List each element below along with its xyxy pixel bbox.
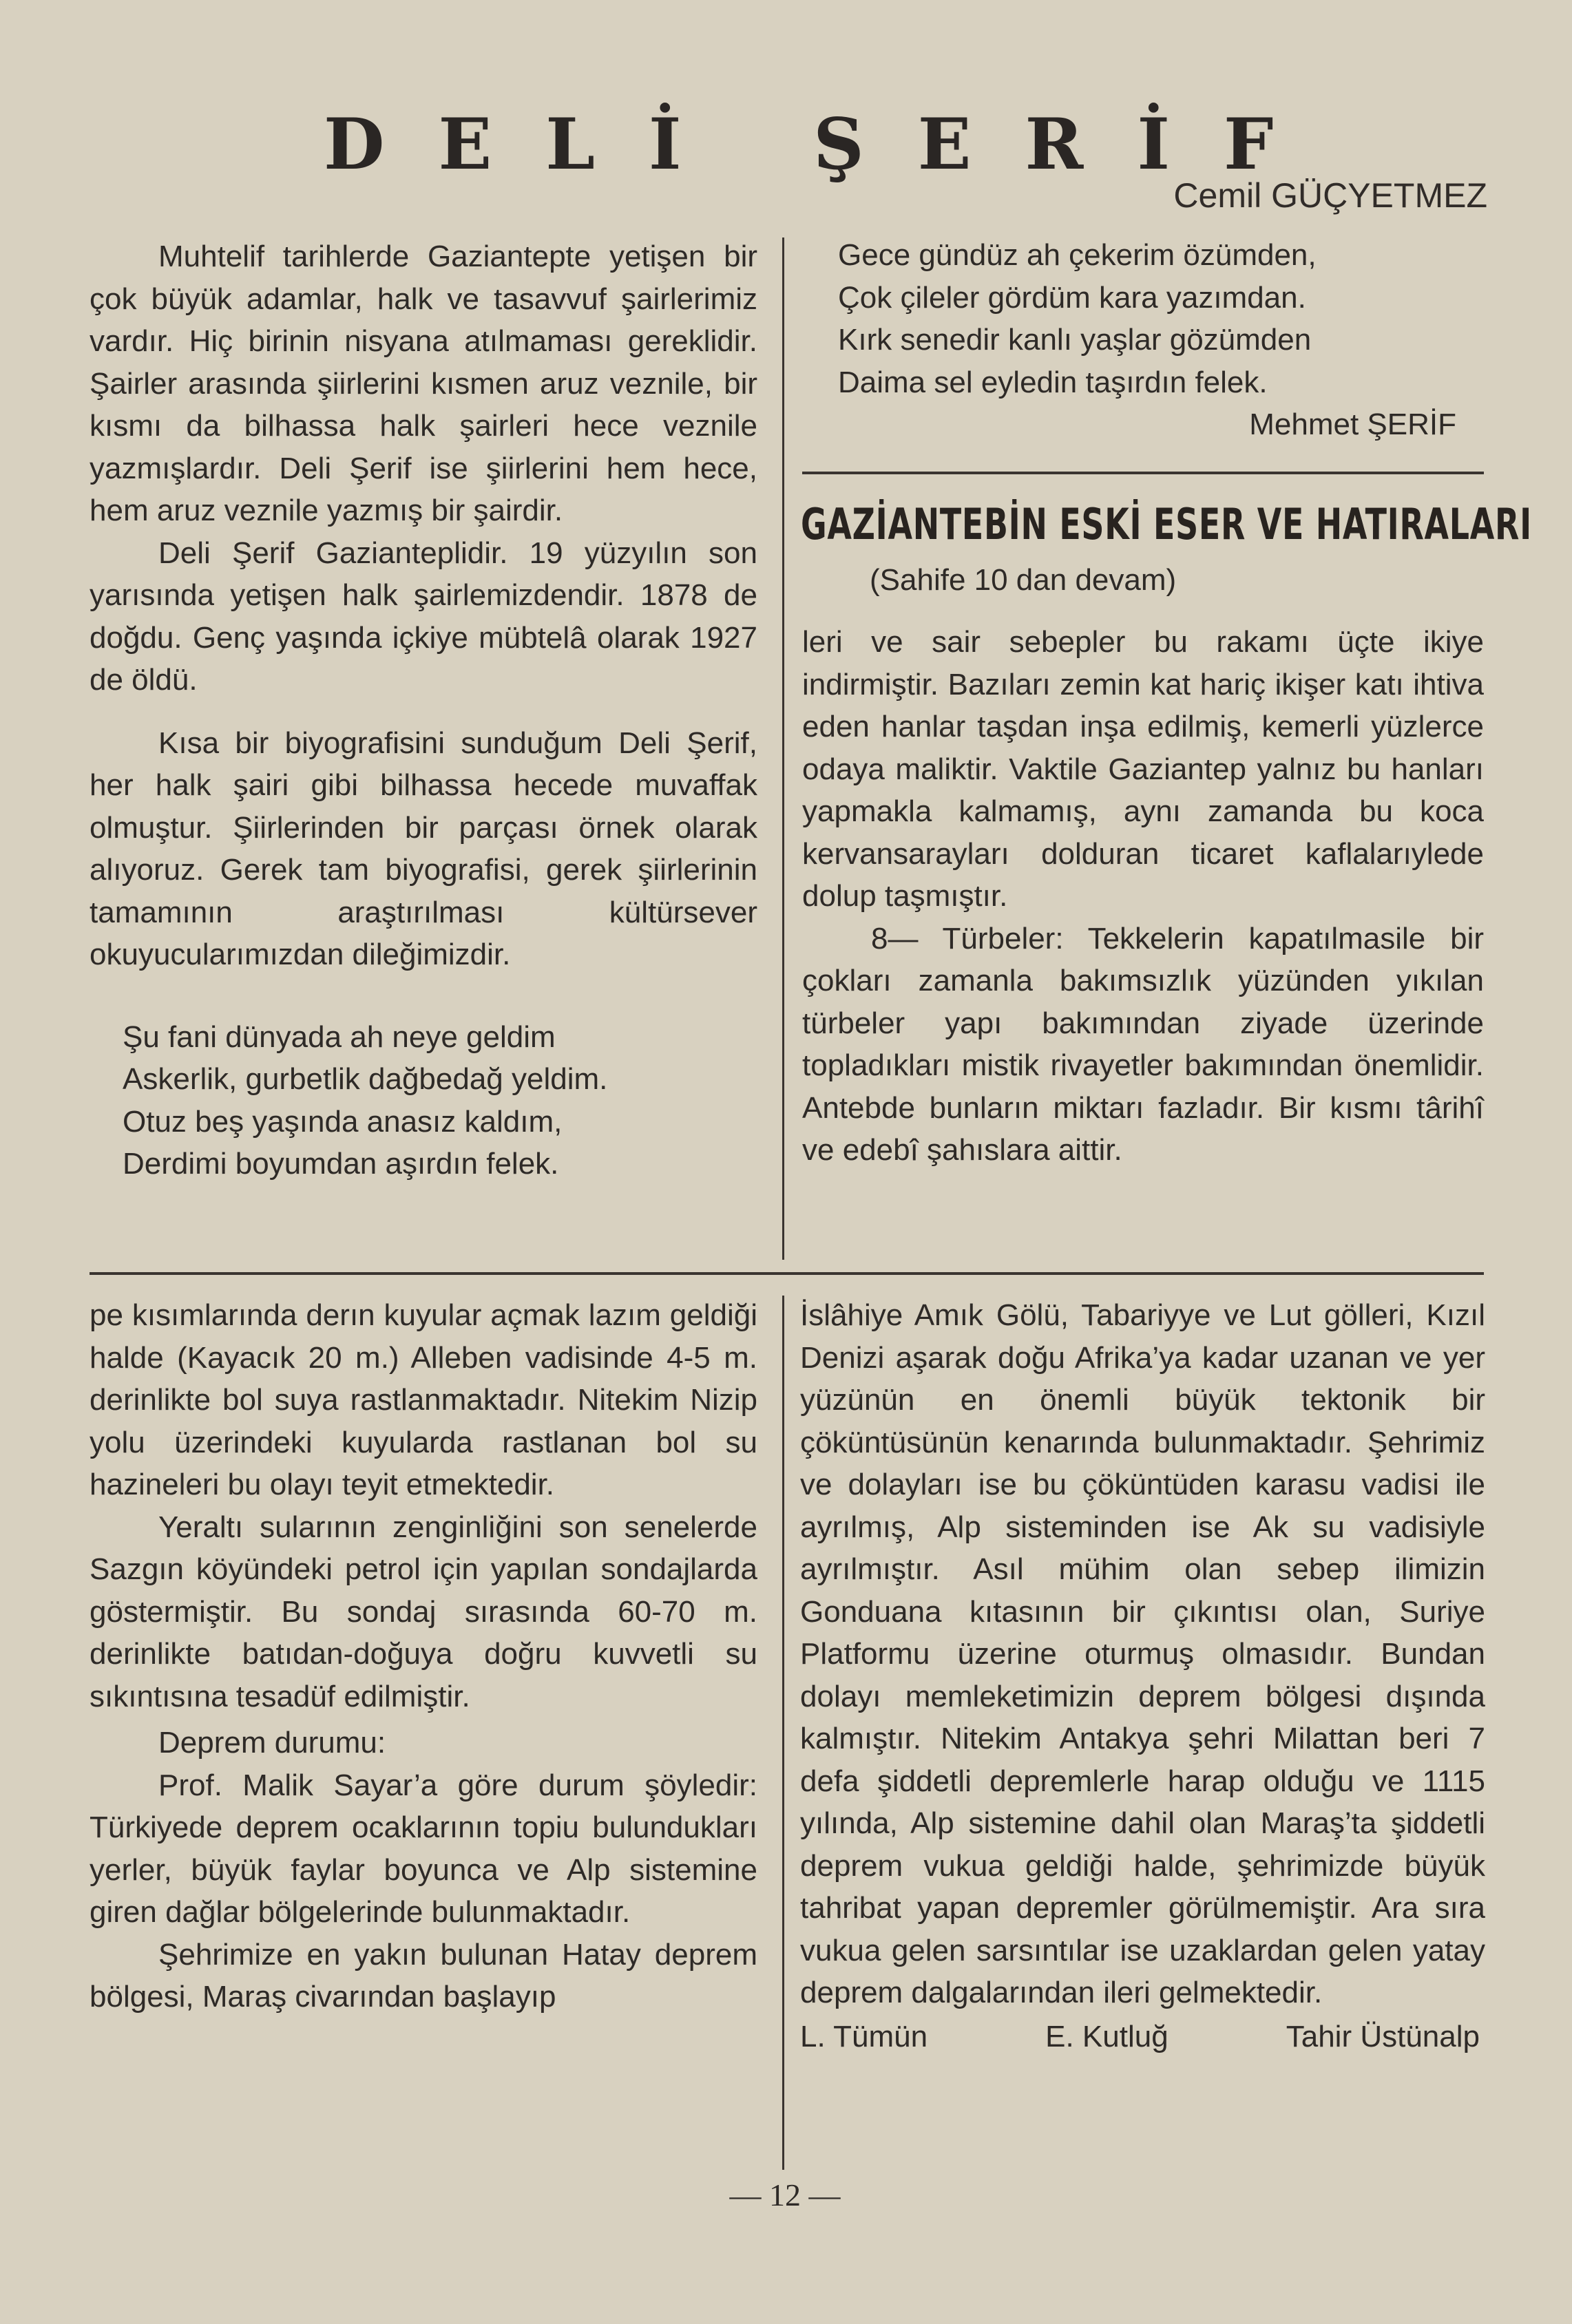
- signatures: [800, 2016, 1485, 2058]
- poem-line: Daima sel eyledin taşırdın felek.: [838, 365, 1268, 399]
- poem-continuation: [802, 234, 1484, 446]
- poem-line: Çok çileler gördüm kara yazımdan.: [838, 280, 1306, 315]
- geology-column-right: [800, 1294, 1485, 2058]
- paragraph: pe kısımlarında derın kuyular açmak lazım geldiği halde (Kayacık 20 m.) Alleben vadisinde 4-5 m. derinlikte bol suya rastlanmaktadır. Nitekim Nizip yolu üzerindeki kuyularda rastlanan bol su hazineleri bu olayı teyit etmektedir.: [90, 1298, 757, 1501]
- paragraph: Deli Şerif Gazianteplidir. 19 yüzyılın son yarısında yetişen halk şairlemizdendir. 1878 de doğdu. Genç yaşında içkiye mübtelâ olarak 1927 de öldü.: [90, 536, 757, 697]
- signature: Tahir Üstünalp: [1286, 2019, 1480, 2053]
- poem-line: Kırk senedir kanlı yaşlar gözümden: [838, 323, 1312, 357]
- poem-line: Derdimi boyumdan aşırdın felek.: [123, 1147, 559, 1181]
- column-divider: [782, 1296, 784, 2170]
- deli-serif-column: [90, 235, 757, 1185]
- paragraph: Kısa bir biyografisini sunduğum Deli Şerif, her halk şairi gibi bilhassa hecede muvaffak olmuştur. Şiirlerinden bir parçası örnek olarak alıyoruz. Gerek tam biyografisi, gerek şiirlerinin tamamının araştırılması kültürsever okuyucularımızdan dileğimizdir.: [90, 726, 757, 971]
- column-divider: [782, 237, 784, 1260]
- paragraph: Muhtelif tarihlerde Gaziantepte yetişen bir çok büyük adamlar, halk ve tasavvuf şairlerimiz vardır. Hiç birinin nisyana atılmaması gereklidir. Şairler arasında şiirlerini kısmen aruz veznile, bir kısmı da bilhassa halk şairleri hece veznile yazmışlardır. Deli Şerif ise şiirlerini hem hece, hem aruz veznile yazmış bir şairdir.: [90, 240, 757, 527]
- subheading: Deprem durumu:: [158, 1726, 386, 1760]
- section-divider: [802, 472, 1484, 474]
- horizontal-divider: [90, 1272, 1484, 1275]
- paragraph: İslâhiye Amık Gölü, Tabariyye ve Lut gölleri, Kızıl Denizi aşarak doğu Afrika’ya kadar uzanan ve yer yüzünün en önemli büyük tektonik bir çöküntüsünün kenarında bulunmaktadır. Şehrimiz ve dolayları ise bu çöküntüden karasu vadisi ile ayrılmış, Alp sisteminden ise Ak su vadisiyle ayrılmıştır. Asıl mühim olan sebep ilimizin Gonduana kıtasının bir çıkıntısı olan, Suriye Platformu üzerine oturmuş olmasıdır. Bundan dolayı memleketimizin deprem bölgesi dışında kalmıştır. Nitekim Antakya şehri Milattan beri 7 defa şiddetli depremlerle harap olduğu ve 1115 yılında, Alp sistemine dahil olan Maraş’ta şiddetli deprem vukua geldiği halde, şehrimizde büyük tahribat yapan depremler görülmemiştir. Ara sıra vukua gelen sarsıntılar ise uzaklardan gelen yatay deprem dalgalarından ileri gelmektedir.: [800, 1298, 1485, 2009]
- paragraph: 8— Türbeler: Tekkelerin kapatılmasile bir çokları zamanla bakımsızlık yüzünden yıkılan türbeler yapı bakımından ziyade üzerinde topladıkları mistik rivayetler bakımından önemlidir. Antebde bunların miktarı fazladır. Bir kısmı târihî ve edebî şahıslara aittir.: [802, 921, 1484, 1167]
- poem-line: Askerlik, gurbetlik dağbedağ yeldim.: [123, 1062, 608, 1096]
- article-title: DELİ ŞERİF: [324, 103, 1328, 186]
- paragraph: Yeraltı sularının zenginliğini son senelerde Sazgın köyündeki petrol için yapılan sondajlarda göstermiştir. Bu sondaj sırasında 60-70 m. derinlikte batıdan-doğuya doğru kuvvetli su sıkıntısına tesadüf edilmiştir.: [90, 1510, 757, 1713]
- poem-line: Şu fani dünyada ah neye geldim: [123, 1020, 556, 1054]
- eski-eser-column: [802, 621, 1484, 1172]
- poem-stanza: [802, 234, 1484, 403]
- poem-line: Gece gündüz ah çekerim özümden,: [838, 238, 1317, 272]
- article-author: Cemil GÜÇYETMEZ: [1173, 176, 1487, 215]
- poem-stanza: [90, 1016, 757, 1185]
- paragraph: leri ve sair sebepler bu rakamı üçte ikiye indirmiştir. Bazıları zemin kat hariç ikişer katı ihtiva eden hanlar taşdan inşa edilmiş, kemerli yüzlerce odaya maliktir. Vaktile Gaziantep yalnız bu hanları yapmakla kalmamış, aynı zamanda bu koca kervansarayları dolduran ticaret kaflalarıylede dolup taşmıştır.: [802, 625, 1484, 913]
- poem-signature: Mehmet ŞERİF: [1249, 408, 1456, 441]
- poem-line: Otuz beş yaşında anasız kaldım,: [123, 1104, 563, 1139]
- paragraph: Prof. Malik Sayar’a göre durum şöyledir: Türkiyede deprem ocaklarının topiu bulundukları yerler, büyük faylar boyunca ve Alp sistemine giren dağlar bölgelerinde bulunmaktadır.: [90, 1768, 757, 1929]
- signature: E. Kutluğ: [1045, 2019, 1168, 2053]
- geology-column-left: [90, 1294, 757, 2018]
- section-heading: GAZİANTEBİN ESKİ ESER VE HATIRALARI: [801, 499, 1532, 549]
- signature: L. Tümün: [800, 2019, 928, 2053]
- paragraph: Şehrimize en yakın bulunan Hatay deprem bölgesi, Maraş civarından başlayıp: [90, 1937, 757, 2014]
- section-subheading: (Sahife 10 dan devam): [870, 563, 1177, 597]
- page-number: — 12 —: [729, 2177, 841, 2212]
